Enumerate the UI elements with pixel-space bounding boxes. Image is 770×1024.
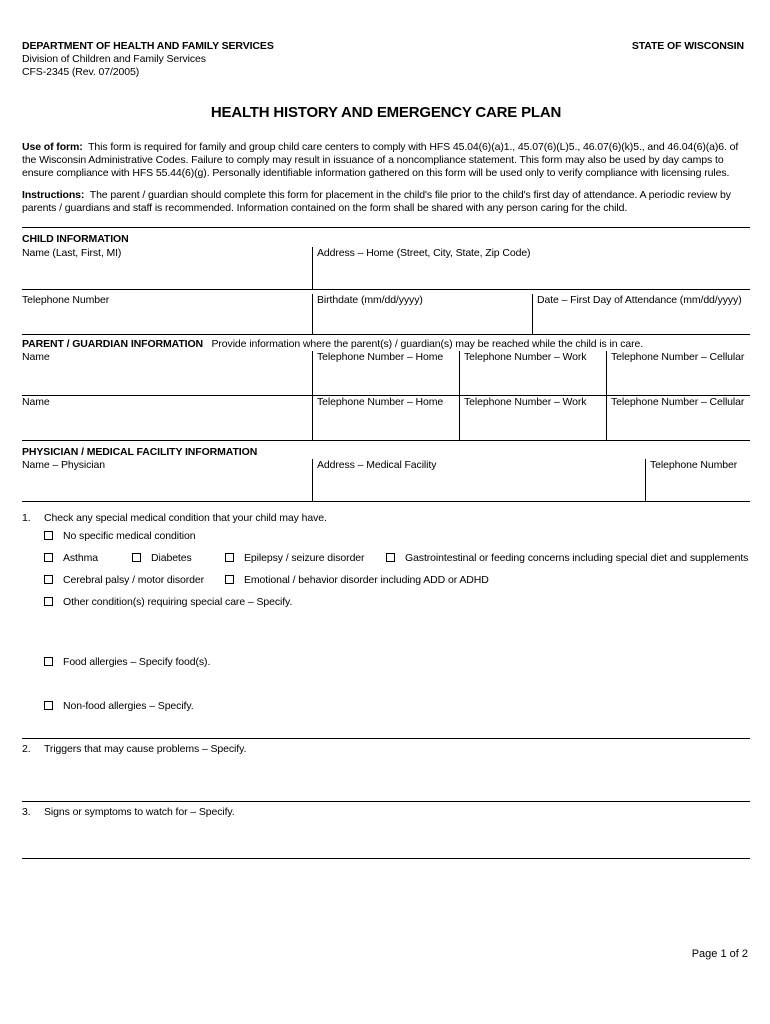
gastrointestinal-checkbox[interactable] [386,553,395,562]
physician-address-label: Address – Medical Facility [317,458,437,471]
form-title: HEALTH HISTORY AND EMERGENCY CARE PLAN [210,104,562,121]
use-of-form-text: This form is required for family and group child care centers to comply with HFS 45.04(6)(a)1., 45.07(6)(L)5., 46.07(6)(k)5., and 46.04(6)(a)6. of the Wisconsin Administrative Codes. Failure to comply may result in issuance of a noncompliance statement. This form may also be used by day camps to ensure compliance with HFS 55.44(6)(g). Personally identifiable information gathered on this form will be used only to verify compliance with licensing rules. [22,140,739,179]
instructions-text: The parent / guardian should complete this form for placement in the child's file prior to the child's first day of attendance. A periodic review by parents / guardians and staff is recommended. Information contained on the form shall be shared with any person caring for the child. [22,189,731,215]
question-2[interactable] [22,739,750,802]
parent-section-heading-line [22,335,750,351]
child-name-field[interactable] [22,247,312,289]
division-name: Division of Children and Family Services [22,53,206,66]
option-row-food [22,651,750,673]
physician-section-heading: PHYSICIAN / MEDICAL FACILITY INFORMATION [22,445,258,458]
instructions-paragraph [22,189,750,215]
state-name: STATE OF WISCONSIN [631,40,744,52]
question-1-number: 1. [22,511,31,524]
epilepsy-label: Epilepsy / seizure disorder [244,551,365,564]
diabetes-label: Diabetes [151,551,192,564]
parent-section [22,335,750,441]
parent2-name-field[interactable] [22,396,312,440]
food-allergies-label: Food allergies – Specify food(s). [63,655,211,668]
child-birthdate-label: Birthdate (mm/dd/yyyy) [317,293,423,306]
diabetes-checkbox[interactable] [132,553,141,562]
physician-phone-field[interactable] [645,459,750,501]
parent2-home-phone-field[interactable] [312,396,459,440]
parent1-home-phone-field[interactable] [312,351,459,395]
parent2-cell-phone-label: Telephone Number – Cellular [611,395,745,408]
child-row-2 [22,290,750,335]
parent1-name-field[interactable] [22,351,312,395]
child-phone-label: Telephone Number [22,293,110,306]
form-header [22,40,750,90]
parent1-name-label: Name [22,350,50,363]
department-name: DEPARTMENT OF HEALTH AND FAMILY SERVICES [22,40,274,52]
parent-row-2 [22,396,750,441]
physician-address-field[interactable] [312,459,645,501]
question-3-number: 3. [22,805,31,818]
child-phone-field[interactable] [22,294,312,334]
parent2-work-phone-label: Telephone Number – Work [464,395,587,408]
use-of-form-paragraph [22,141,750,180]
cerebral-palsy-label: Cerebral palsy / motor disorder [63,573,205,586]
physician-name-field[interactable] [22,459,312,501]
parent1-work-phone-label: Telephone Number – Work [464,350,587,363]
child-address-label: Address – Home (Street, City, State, Zip Code) [317,246,531,259]
physician-name-label: Name – Physician [22,458,106,471]
physician-row [22,459,750,502]
physician-phone-label: Telephone Number [650,458,738,471]
emotional-disorder-checkbox[interactable] [225,575,234,584]
child-section-heading: CHILD INFORMATION [22,233,129,246]
food-allergies-checkbox[interactable] [44,657,53,666]
child-first-day-field[interactable] [532,294,750,334]
asthma-checkbox[interactable] [44,553,53,562]
asthma-label: Asthma [63,551,98,564]
parent1-cell-phone-field[interactable] [606,351,750,395]
no-condition-label: No specific medical condition [63,529,196,542]
form-number: CFS-2345 (Rev. 07/2005) [22,66,140,79]
child-address-field[interactable] [312,247,750,289]
emotional-disorder-label: Emotional / behavior disorder including ADD or ADHD [244,573,489,586]
question-3-text: Signs or symptoms to watch for – Specify. [44,805,235,818]
other-condition-label: Other condition(s) requiring special care – Specify. [63,595,293,608]
parent1-work-phone-field[interactable] [459,351,606,395]
page-number: Page 1 of 2 [691,948,748,960]
parent-section-heading: PARENT / GUARDIAN INFORMATION [22,337,204,350]
parent2-cell-phone-field[interactable] [606,396,750,440]
parent2-work-phone-field[interactable] [459,396,606,440]
option-row-2 [22,569,750,591]
option-row-none [22,525,750,547]
use-of-form-label: Use of form: [22,140,83,153]
child-row-1 [22,247,750,290]
question-1 [22,502,750,739]
other-condition-checkbox[interactable] [44,597,53,606]
nonfood-allergies-label: Non-food allergies – Specify. [63,699,194,712]
parent1-cell-phone-label: Telephone Number – Cellular [611,350,745,363]
option-row-1 [22,547,750,569]
option-row-other [22,591,750,613]
nonfood-allergies-checkbox[interactable] [44,701,53,710]
parent-section-note: Provide information where the parent(s) / guardian(s) may be reached while the child is in care. [211,337,644,350]
child-birthdate-field[interactable] [312,294,532,334]
gastrointestinal-label: Gastrointestinal or feeding concerns including special diet and supplements [405,551,749,564]
question-1-text: Check any special medical condition that your child may have. [44,511,327,524]
child-section [22,227,750,334]
no-condition-checkbox[interactable] [44,531,53,540]
parent2-home-phone-label: Telephone Number – Home [317,395,444,408]
parent1-home-phone-label: Telephone Number – Home [317,350,444,363]
question-2-text: Triggers that may cause problems – Specify. [44,742,247,755]
instructions-label: Instructions: [22,189,85,202]
physician-section [22,441,750,502]
option-row-nonfood [22,695,750,717]
question-1-prompt [22,512,750,525]
form-page [22,40,750,859]
child-first-day-label: Date – First Day of Attendance (mm/dd/yyyy) [537,293,742,306]
cerebral-palsy-checkbox[interactable] [44,575,53,584]
epilepsy-checkbox[interactable] [225,553,234,562]
question-3[interactable] [22,802,750,859]
child-name-label: Name (Last, First, MI) [22,246,122,259]
parent-row-1 [22,351,750,396]
parent2-name-label: Name [22,395,50,408]
question-2-number: 2. [22,742,31,755]
